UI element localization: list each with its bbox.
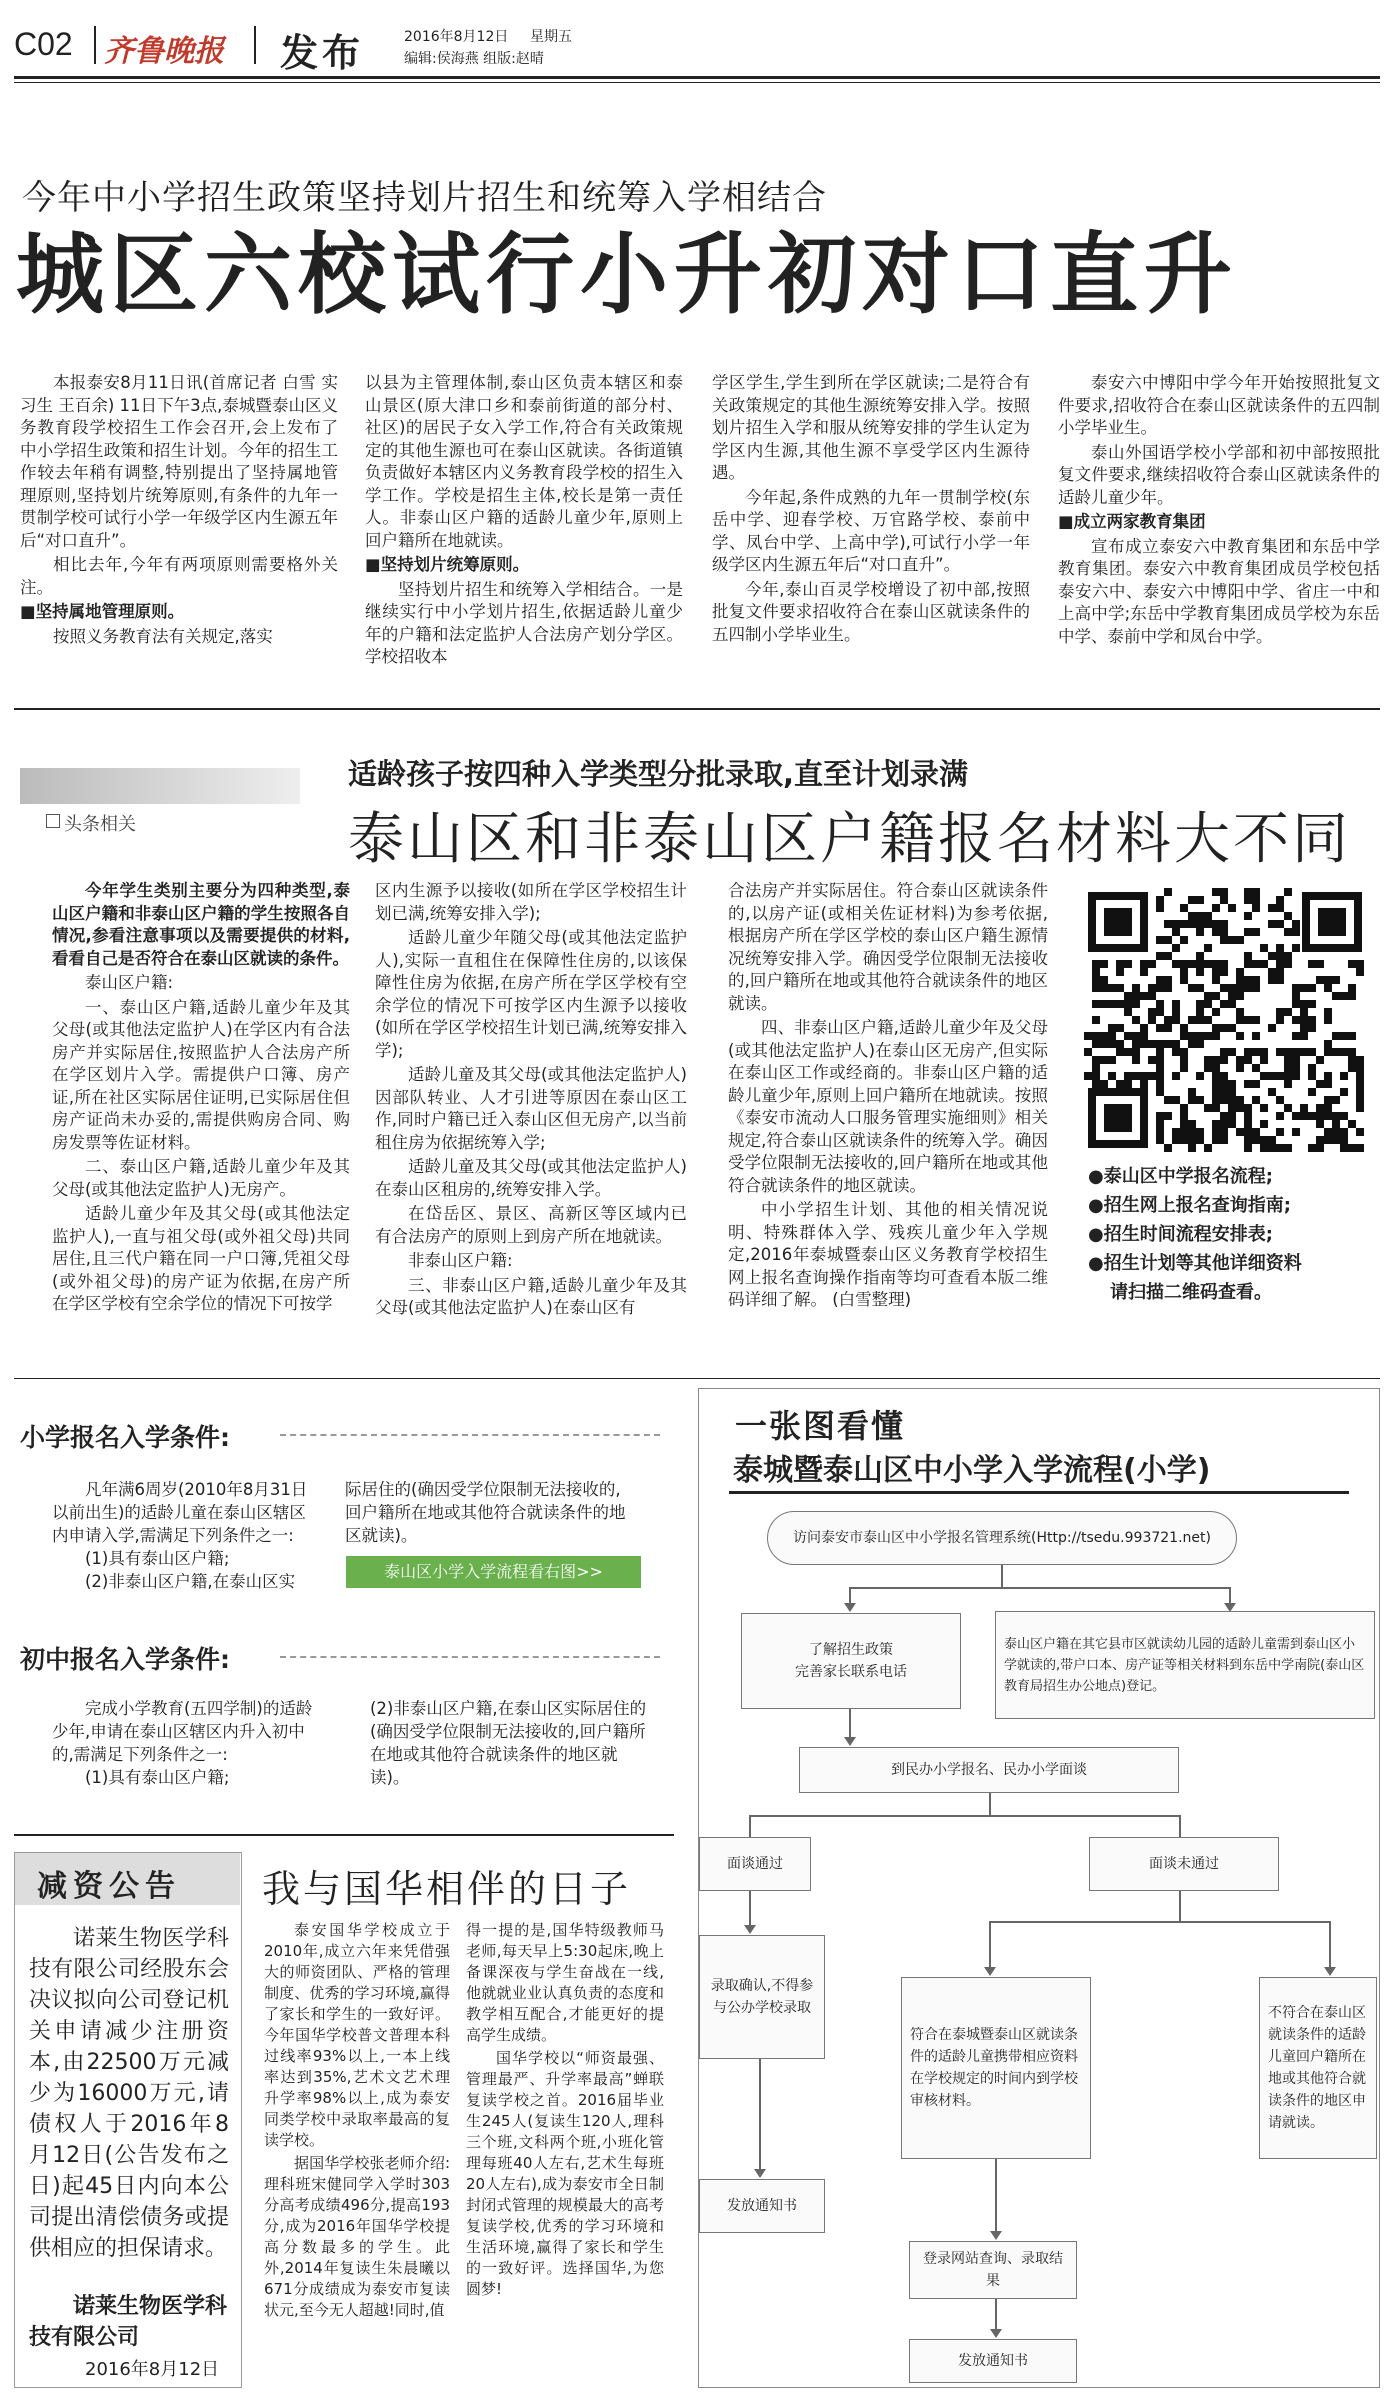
flow-interview-pass: 面谈通过 <box>699 1837 811 1891</box>
flow-connector <box>749 1891 751 1929</box>
flow-connector <box>989 1793 991 1815</box>
flow-arrow <box>744 1925 756 1934</box>
header-rule-thin <box>14 82 1380 83</box>
flow-connector <box>1329 1921 1331 1971</box>
flow-arrow <box>844 1603 856 1612</box>
essay-paragraph: 据国华学校张老师介绍:理科班宋健同学入学时303分高考成绩496分,提高193分,成为2016年国华学校提高分数最多的学生。此外,2014年复读生朱晨曦以671分成绩成为泰安市复读状元,至今无人超越!同时,值 <box>264 2154 450 2319</box>
story1-col2 <box>365 372 683 697</box>
middle-condition-text: (2)非泰山区户籍,在泰山区实际居住的(确因受学位限制无法接收的,回户籍所在地或其他符合就读条件的地区就读)。 <box>370 1699 647 1787</box>
flow-connector <box>759 2059 761 2171</box>
story2-col2-sub: 非泰山区户籍: <box>408 1251 513 1270</box>
middle-conditions-title: 初中报名入学条件: <box>20 1640 240 1676</box>
primary-condition-text: 凡年满6周岁(2010年8月31日以前出生)的适龄儿童在泰山区辖区内申请入学,需满足下列条件之一: <box>52 1480 308 1545</box>
essay-col1 <box>264 1920 450 2390</box>
qr-caption-item: ●招生网上报名查询指南; <box>1088 1195 1291 1216</box>
story1-col2-p: 坚持划片招生和统筹入学相结合。一是继续实行中小学划片招生,依据适龄儿童少年的户籍和法定监护人合法房产划分学区。学校招收本 <box>365 579 683 666</box>
flow-connector <box>989 1921 991 1971</box>
story1-col1-p: 本报泰安8月11日讯(首席记者 白雪 实习生 王百余) 11日下午3点,泰城暨泰山区义务教育段学校招生工作会召开,会上发布了中小学招生政策和招生计划。今年的招生工作较去年稍有调整,特别提出了坚持属地管理原则,坚持划片统筹原则,有条件的九年一贯制学校可试行小学一年级学区内生源五年后“对口直升”。 <box>20 373 338 550</box>
primary-conditions-title: 小学报名入学条件: <box>20 1418 240 1454</box>
story2-headline: 泰山区和非泰山区户籍报名材料大不同 <box>348 807 1351 872</box>
flow-connector <box>995 2159 997 2233</box>
flow-connector <box>749 1815 1179 1817</box>
flow-check-result: 登录网站查询、录取结果 <box>909 2241 1077 2299</box>
essay-paragraph: 国华学校以“师资最强、管理最严、升学率最高”蝉联复读学校之首。2016届毕业生245人(复读生120人,理科三个班,文科两个班,小班化管理每班40人左右,艺术生每班20人左右),成为泰安市全日制封闭式管理的规模最大的高考复读学校,优秀的学习环境和生活环境,赢得了家长和学生的一致好评。选择国华,为您圆梦! <box>466 2049 664 2298</box>
dashed-rule <box>280 1656 660 1658</box>
flow-ineligible-return: 不符合在泰山区就读条件的适龄儿童回户籍所在地或其他符合就读条件的地区申请就读。 <box>1259 1977 1377 2159</box>
flow-step-register-local: 泰山区户籍在其它县市区就读幼儿园的适龄儿童需到泰山区小学就读的,带户口本、房产证等相关材料到东岳中学南院(泰山区教育局招生办公地点)登记。 <box>995 1611 1375 1719</box>
flowchart-title-rule <box>729 1491 1349 1494</box>
middle-condition-text: 完成小学教育(五四学制)的适龄少年,申请在泰山区辖区内升入初中的,需满足下列条件之一: <box>52 1699 313 1764</box>
flow-interview-fail: 面谈未通过 <box>1089 1837 1279 1891</box>
primary-condition-text: (1)具有泰山区户籍; <box>85 1549 230 1568</box>
flow-step-private-school: 到民办小学报名、民办小学面谈 <box>799 1747 1179 1793</box>
story2-col1-p: 二、泰山区户籍,适龄儿童少年及其父母(或其他法定监护人)无房产。 <box>52 1157 350 1199</box>
qr-code[interactable] <box>1084 888 1366 1152</box>
toutiao-label: 头条相关 <box>64 814 136 835</box>
flow-eligible-review: 符合在泰城暨泰山区就读条件的适龄儿童携带相应资料在学校规定的时间内到学校审核材料。 <box>901 1977 1091 2159</box>
flow-connector <box>1179 1891 1181 1921</box>
primary-condition-text: 际居住的(确因受学位限制无法接收的,回户籍所在地或其他符合就读条件的地区就读)。 <box>345 1480 626 1545</box>
qr-caption-item: ●泰山区中学报名流程; <box>1088 1166 1273 1187</box>
story2-col3-p: 中小学招生计划、其他的相关情况说明、特殊群体入学、残疾儿童少年入学规定,2016年泰城暨泰山区义务教育学校招生网上报名查询操作指南等均可查看本版二维码详细了解。 (白雪整理) <box>728 1200 1048 1309</box>
document-icon <box>46 814 60 828</box>
story2-col2-p: 区内生源予以接收(如所在学区学校招生计划已满,统筹安排入学); <box>375 881 687 923</box>
flow-notice-issue-2: 发放通知书 <box>909 2339 1077 2383</box>
middle-conditions-right <box>370 1697 655 1789</box>
essay-title: 我与国华相伴的日子 <box>262 1867 632 1911</box>
notice-body: 诺莱生物医学科技有限公司经股东会决议拟向公司登记机关申请减少注册资本,由22500万元减少为16000万元,请债权人于2016年8月12日(公告发布之日)起45日内向本公司提出清偿债务或提供相应的担保请求。 <box>29 1926 229 2261</box>
story2-col2-p: 适龄儿童及其父母(或其他法定监护人)因部队转业、人才引进等原因在泰山区工作,同时户籍已迁入泰山区但无房产,以当前租住房为依据统筹入学; <box>375 1065 687 1152</box>
story1-col4 <box>1058 372 1380 697</box>
flow-arrow <box>990 2231 1002 2240</box>
story2-col2-p: 适龄儿童少年随父母(或其他法定监护人),实际一直租住在保障性住房的,以该保障性住房为依据,在房产所在学区学校有空余学位的情况下可按学区内生源予以接收(如所在学区学校招生计划已满,统筹安排入学); <box>375 928 687 1060</box>
masthead-divider <box>94 26 96 64</box>
section-divider <box>14 708 1380 710</box>
flow-step-visit-system: 访问泰安市泰山区中小学报名管理系统(Http://tsedu.993721.net) <box>767 1511 1237 1565</box>
story2-col2-p: 适龄儿童及其父母(或其他法定监护人)在泰山区租房的,统筹安排入学。 <box>375 1157 687 1199</box>
story2-col1-p: 一、泰山区户籍,适龄儿童少年及其父母(或其他法定监护人)在学区内有合法房产并实际居住,按照监护人合法房产所在学区划片入学。需提供户口簿、房产证,所在社区实际居住证明,已实际居住但房产证尚未办妥的,需提供购房合同、购房发票等佐证材料。 <box>52 997 350 1152</box>
notice-title: 减资公告 <box>37 1869 181 1904</box>
notice-date: 2016年8月12日 <box>85 2359 220 2380</box>
story1-col3-p: 今年,泰山百灵学校增设了初中部,按照批复文件要求招收符合在泰山区就读条件的五四制小学毕业生。 <box>712 579 1030 644</box>
flow-connector <box>1001 1565 1003 1587</box>
header-rule <box>14 76 1380 79</box>
paper-name-logo: 齐鲁晚报 <box>104 34 224 69</box>
story1-col1-sub: ■坚持属地管理原则。 <box>20 602 185 621</box>
story1-col1-p: 按照义务教育法有关规定,落实 <box>53 626 273 646</box>
flow-arrow <box>990 2329 1002 2338</box>
flow-connector <box>849 1709 851 1739</box>
story2-col3-p: 合法房产并实际居住。符合泰山区就读条件的,以房产证(或相关佐证材料)为参考依据,根据房产所在学区学校的泰山区户籍生源情况统筹安排入学。确因受学位限制无法接收的,回户籍所在地或其他符合就读条件的地区就读。 <box>728 881 1048 1013</box>
qr-caption-item: ●招生计划等其他详细资料 <box>1088 1253 1302 1274</box>
masthead-divider <box>254 26 256 64</box>
story1-col4-sub: ■成立两家教育集团 <box>1058 512 1206 531</box>
story2-col3 <box>728 880 1048 1350</box>
essay-paragraph: 泰安国华学校成立于2010年,成立六年来凭借强大的师资团队、严格的管理制度、优秀的学习环境,赢得了家长和学生的一致好评。今年国华学校普文普理本科过线率93%以上,一本上线率达到35%,艺术文艺术理升学率98%以上,成为泰安同类学校中录取率最高的复读学校。 <box>264 1921 450 2149</box>
flow-arrow <box>984 1967 996 1976</box>
story1-col2-sub: ■坚持划片统筹原则。 <box>365 555 530 574</box>
story1-headline: 城区六校试行小升初对口直升 <box>16 223 1239 326</box>
notice-signer: 诺莱生物医学科技有限公司 <box>29 2294 228 2350</box>
issue-date: 2016年8月12日 <box>404 29 509 45</box>
issue-weekday: 星期五 <box>530 29 572 45</box>
capital-reduction-notice <box>14 1852 242 2388</box>
flow-notice-issue-1: 发放通知书 <box>699 2179 825 2233</box>
story2-kicker: 适龄孩子按四种入学类型分批录取,直至计划录满 <box>348 757 969 791</box>
story2-col1-lead: 今年学生类别主要分为四种类型,泰山区户籍和非泰山区户籍的学生按照各自情况,参看注意事项以及需要提供的材料,看看自己是否符合在泰山区就读的条件。 <box>52 881 350 968</box>
essay-col2 <box>466 1920 664 2390</box>
essay-paragraph: 得一提的是,国华特级教师马老师,每天早上5:30起床,晚上备课深夜与学生奋战在一线,他就就业业认真负责的态度和教学相互配合,才能更好的提高学生成绩。 <box>466 1921 664 2044</box>
story1-col1 <box>20 372 338 697</box>
story2-col2-p: 三、非泰山区户籍,适龄儿童少年及其父母(或其他法定监护人)在泰山区有 <box>375 1275 687 1317</box>
flow-admission-confirm: 录取确认,不得参与公办学校录取 <box>699 1935 825 2059</box>
middle-condition-text: (1)具有泰山区户籍; <box>85 1768 230 1787</box>
middle-conditions-left <box>52 1697 322 1789</box>
enrollment-flowchart <box>698 1388 1380 2388</box>
story1-kicker: 今年中小学招生政策坚持划片招生和统筹入学相结合 <box>22 178 827 218</box>
flow-arrow <box>844 1737 856 1746</box>
dashed-rule <box>280 1434 660 1436</box>
story2-col3-p: 四、非泰山区户籍,适龄儿童少年及父母(或其他法定监护人)在泰山区无房产,但实际在泰山区工作或经商的。非泰山区户籍的适龄儿童少年,原则上回户籍所在地就读。按照《泰安市流动人口服务管理实施细则》相关规定,符合泰山区就读条件的统筹入学。确因受学位限制无法接收的,回户籍所在地或其他符合就读条件的地区就读。 <box>728 1018 1048 1195</box>
story1-col4-p: 宣布成立泰安六中教育集团和东岳中学教育集团。泰安六中教育集团成员学校包括泰安六中、泰安六中博阳中学、省庄一中和上高中学;东岳中学教育集团成员学校为东岳中学、泰前中学和凤台中学。 <box>1058 536 1380 646</box>
flow-arrow <box>1324 1967 1336 1976</box>
flow-connector <box>749 1815 751 1837</box>
flow-connector <box>849 1587 1229 1589</box>
section-title: 发布 <box>280 31 365 75</box>
story1-col4-p: 泰山外国语学校小学部和初中部按照批复文件要求,继续招收符合泰山区就读条件的适龄儿童少年。 <box>1058 442 1380 507</box>
story1-col3 <box>712 372 1030 697</box>
flow-step-learn-policy: 了解招生政策 完善家长联系电话 <box>741 1613 961 1709</box>
section-divider <box>14 1378 1380 1379</box>
flow-connector <box>989 1921 1329 1923</box>
primary-conditions-left <box>52 1478 322 1593</box>
story2-col1 <box>52 880 350 1350</box>
story2-col2-p: 在岱岳区、景区、高新区等区域内已有合法房产的原则上到房产所在地就读。 <box>375 1204 687 1246</box>
story2-col1-p: 适龄儿童少年及其父母(或其他法定监护人),一直与祖父母(或外祖父母)共同居住,且三代户籍在同一户口簿,凭祖父母(或外祖父母)的房产证为依据,在房产所在学区学校有空余学位的情况下可按学 <box>52 1204 350 1313</box>
primary-flow-link-button[interactable]: 泰山区小学入学流程看右图>> <box>346 1556 641 1588</box>
flow-arrow <box>754 2169 766 2178</box>
qr-caption-list <box>1088 1162 1378 1307</box>
page-code: C02 <box>14 26 73 62</box>
story1-col3-p: 学区学生,学生到所在学区就读;二是符合有关政策规定的其他生源统筹安排入学。按照划片招生入学和服从统筹安排的学生认定为学区内生源,其他生源不享受学区内生源待遇。 <box>712 373 1030 482</box>
editors: 编辑:侯海燕 组版:赵晴 <box>404 51 544 67</box>
flow-connector <box>995 2299 997 2331</box>
story1-col4-p: 泰安六中博阳中学今年开始按照批复文件要求,招收符合在泰山区就读条件的五四制小学毕业生。 <box>1058 373 1380 437</box>
toutiao-badge <box>20 768 300 840</box>
primary-conditions-right <box>345 1478 635 1547</box>
story2-col2 <box>375 880 687 1350</box>
qr-caption-item: 请扫描二维码查看。 <box>1110 1282 1272 1303</box>
toutiao-bar <box>20 768 300 804</box>
story1-col3-p: 今年起,条件成熟的九年一贯制学校(东岳中学、迎春学校、万官路学校、泰前中学、凤台中学、上高中学),可试行小学一年级学区内生源五年后“对口直升”。 <box>712 487 1030 574</box>
qr-caption-item: ●招生时间流程安排表; <box>1088 1224 1273 1245</box>
primary-condition-text: (2)非泰山区户籍,在泰山区实 <box>85 1572 296 1591</box>
section-divider <box>14 1834 674 1836</box>
story1-col2-p: 以县为主管理体制,泰山区负责本辖区和泰山景区(原大津口乡和泰前街道的部分村、社区)的居民子女入学工作,符合有关政策规定的其他生源也可在泰山区就读。各街道镇负责做好本辖区内义务教育段学校的招生入学工作。学校是招生主体,校长是第一责任人。非泰山区户籍的适龄儿童少年,原则上回户籍所在地就读。 <box>365 373 683 550</box>
masthead <box>14 20 1384 75</box>
qr-code-image <box>1084 888 1366 1152</box>
story2-col1-sub: 泰山区户籍: <box>85 973 174 992</box>
story1-col1-p: 相比去年,今年有两项原则需要格外关注。 <box>20 555 338 597</box>
flowchart-title-small: 一张图看懂 <box>735 1407 906 1445</box>
flowchart-title-large: 泰城暨泰山区中小学入学流程(小学) <box>733 1453 1211 1488</box>
flow-connector <box>1179 1815 1181 1837</box>
